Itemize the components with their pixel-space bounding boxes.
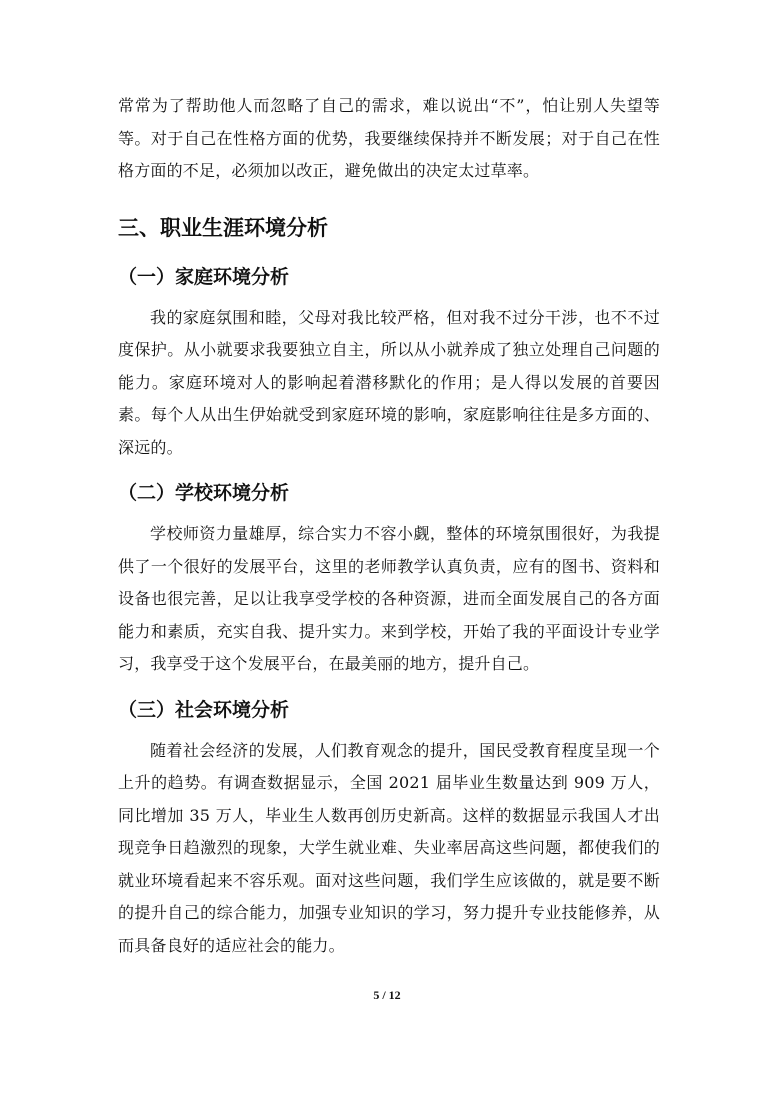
intro-paragraph: 常常为了帮助他人而忽略了自己的需求，难以说出“不”，怕让别人失望等等。对于自己在性格方面的优势，我要继续保持并不断发展；对于自己在性格方面的不足，必须加以改正，避免做出的决定太过草率。 (118, 96, 660, 180)
section-title: 三、职业生涯环境分析 (118, 215, 328, 240)
subsection-body-school: 学校师资力量雄厚，综合实力不容小觑，整体的环境氛围很好，为我提供了一个很好的发展平台，这里的老师教学认真负责，应有的图书、资料和设备也很完善，足以让我享受学校的各种资源，进而全面发展自己的各方面能力和素质，充实自我、提升实力。来到学校，开始了我的平面设计专业学习，我享受于这个发展平台，在最美丽的地方，提升自己。 (118, 524, 660, 673)
subsection-heading-society: （三）社会环境分析 (118, 698, 290, 721)
subsection-body-society: 随着社会经济的发展，人们教育观念的提升，国民受教育程度呈现一个上升的趋势。有调查数据显示，全国 2021 届毕业生数量达到 909 万人，同比增加 35 万人，毕业生人数再创历史新高。这样的数据显示我国人才出现竞争日趋激烈的现象，大学生就业难、失业率居高这些问题，都使我们的就业环境看起来不容乐观。面对这些问题，我们学生应该做的，就是要不断的提升自己的综合能力，加强专业知识的学习，努力提升专业技能修养，从而具备良好的适应社会的能力。 (118, 740, 660, 955)
page-number: 5 / 12 (373, 988, 401, 1002)
subsection-body-family: 我的家庭氛围和睦，父母对我比较严格，但对我不过分干涉，也不不过度保护。从小就要求我要独立自主，所以从小就养成了独立处理自己问题的能力。家庭环境对人的影响起着潜移默化的作用；是人得以发展的首要因素。每个人从出生伊始就受到家庭环境的影响，家庭影响往往是多方面的、深远的。 (118, 307, 660, 457)
subsection-heading-family: （一）家庭环境分析 (118, 265, 290, 288)
subsection-heading-school: （二）学校环境分析 (118, 482, 290, 504)
page-content (118, 90, 660, 962)
